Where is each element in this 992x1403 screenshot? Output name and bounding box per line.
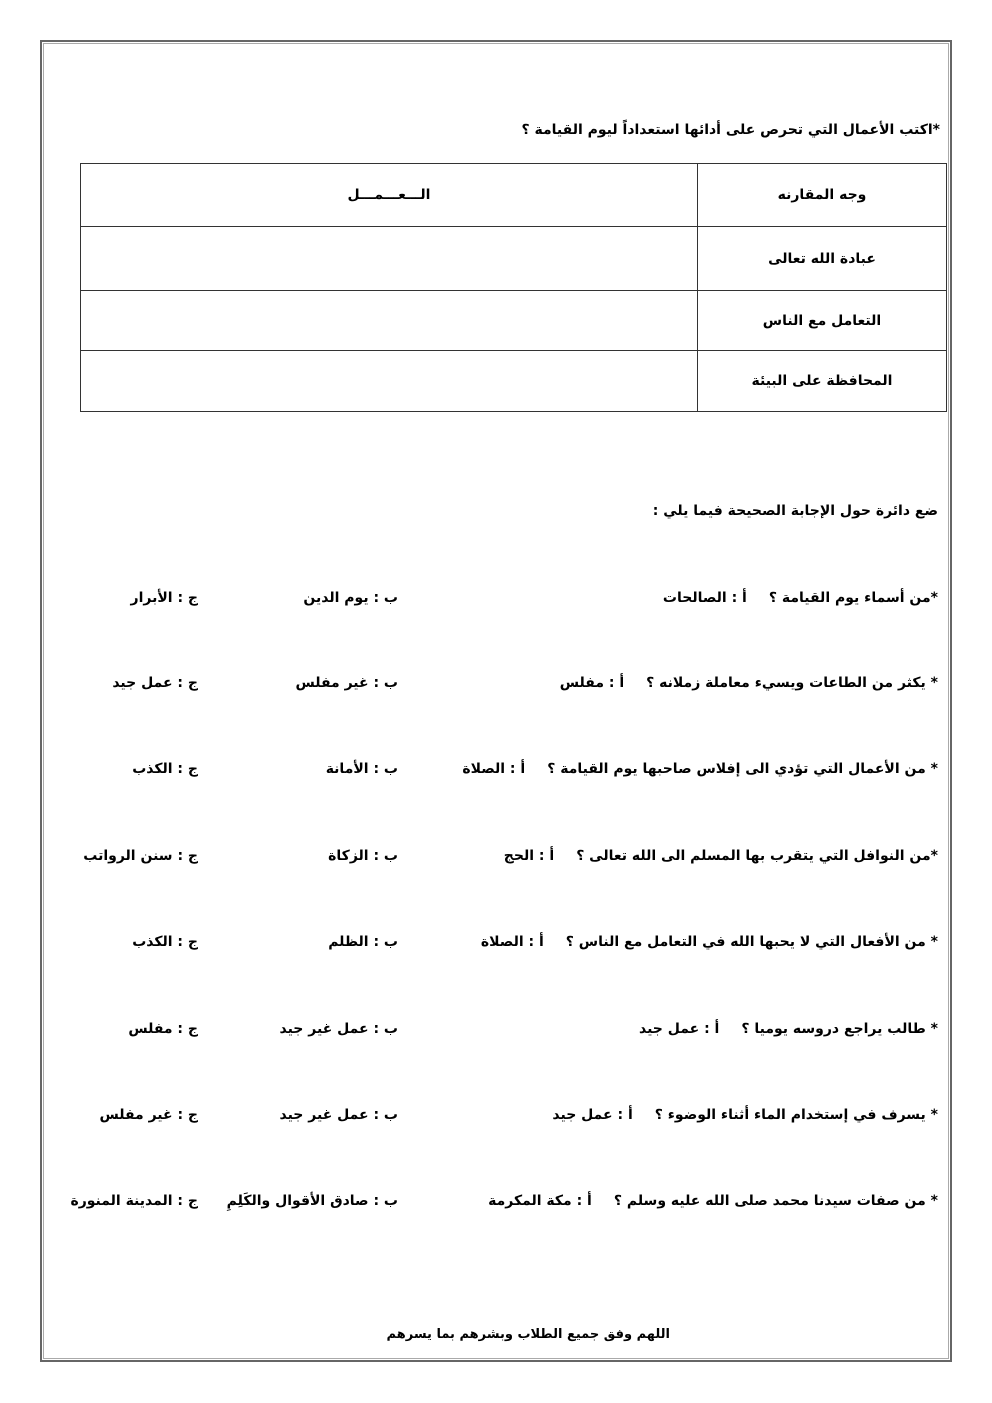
- task2-title: ضع دائرة حول الإجابة الصحيحة فيما يلي :: [652, 503, 938, 519]
- question-row: [60, 759, 938, 779]
- comparison-table: [80, 163, 947, 412]
- option-c[interactable]: ج : عمل جيد: [112, 675, 198, 691]
- header-work: الـــعـــمـــل: [81, 164, 698, 227]
- header-aspect: وجه المقارنه: [698, 164, 947, 227]
- question-text: * من الأفعال التي لا يحبها الله في التعامل مع الناس ؟: [565, 934, 938, 950]
- option-b[interactable]: ب : عمل غير جيد: [279, 1021, 398, 1037]
- question-text: *من النوافل التي يتقرب بها المسلم الى الله تعالى ؟: [576, 848, 938, 864]
- option-a[interactable]: أ : الصلاة: [462, 761, 526, 777]
- option-b[interactable]: ب : الزكاة: [328, 848, 398, 864]
- option-c[interactable]: ج : الأبرار: [130, 590, 198, 606]
- question-text: * يسرف في إستخدام الماء أثناء الوضوء ؟: [654, 1107, 938, 1123]
- option-c[interactable]: ج : مفلس: [128, 1021, 198, 1037]
- task1-title: *اكتب الأعمال التي تحرص على أدائها استعداداً ليوم القيامة ؟: [521, 122, 940, 138]
- option-b[interactable]: ب : عمل غير جيد: [279, 1107, 398, 1123]
- footer-prayer: اللهم وفق جميع الطلاب وبشرهم بما يسرهم: [386, 1327, 670, 1342]
- question-row: [60, 1019, 938, 1039]
- question-row: [60, 1105, 938, 1125]
- option-c[interactable]: ج : الكذب: [132, 934, 198, 950]
- option-b[interactable]: ب : الظلم: [328, 934, 398, 950]
- row-label: التعامل مع الناس: [698, 291, 947, 351]
- table-row: [81, 351, 947, 412]
- table-header-row: [81, 164, 947, 227]
- option-b[interactable]: ب : غير مفلس: [295, 675, 398, 691]
- option-a[interactable]: أ : عمل جيد: [552, 1107, 633, 1123]
- option-a[interactable]: أ : مكة المكرمة: [488, 1193, 592, 1209]
- option-a[interactable]: أ : الصلاة: [480, 934, 544, 950]
- question-row: [60, 1191, 938, 1211]
- question-text: * طالب يراجع دروسه يوميا ؟: [741, 1021, 938, 1037]
- option-c[interactable]: ج : سنن الرواتب: [83, 848, 198, 864]
- option-c[interactable]: ج : الكذب: [132, 761, 198, 777]
- row-label: المحافظة على البيئة: [698, 351, 947, 412]
- question-row: [60, 588, 938, 608]
- option-c[interactable]: ج : المدينة المنورة: [70, 1193, 198, 1209]
- question-text: * يكثر من الطاعات ويسيء معاملة زملانه ؟: [646, 675, 938, 691]
- option-b[interactable]: ب : صادق الأقوال والكَلِمِ: [226, 1193, 398, 1209]
- question-text: * من صفات سيدنا محمد صلى الله عليه وسلم ؟: [613, 1193, 938, 1209]
- row-answer-cell[interactable]: [81, 351, 698, 412]
- row-answer-cell[interactable]: [81, 227, 698, 291]
- option-a[interactable]: أ : الصالحات: [662, 590, 747, 606]
- table-row: [81, 291, 947, 351]
- question-row: [60, 673, 938, 693]
- question-text: *من أسماء يوم القيامة ؟: [768, 590, 938, 606]
- question-text: * من الأعمال التي تؤدي الى إفلاس صاحبها يوم القيامة ؟: [547, 761, 938, 777]
- row-label: عبادة الله تعالى: [698, 227, 947, 291]
- row-answer-cell[interactable]: [81, 291, 698, 351]
- question-row: [60, 932, 938, 952]
- option-b[interactable]: ب : يوم الدين: [303, 590, 398, 606]
- option-b[interactable]: ب : الأمانة: [325, 761, 398, 777]
- option-c[interactable]: ج : غير مفلس: [99, 1107, 198, 1123]
- question-row: [60, 846, 938, 866]
- table-row: [81, 227, 947, 291]
- option-a[interactable]: أ : مفلس: [559, 675, 625, 691]
- option-a[interactable]: أ : الحج: [503, 848, 555, 864]
- option-a[interactable]: أ : عمل جيد: [639, 1021, 720, 1037]
